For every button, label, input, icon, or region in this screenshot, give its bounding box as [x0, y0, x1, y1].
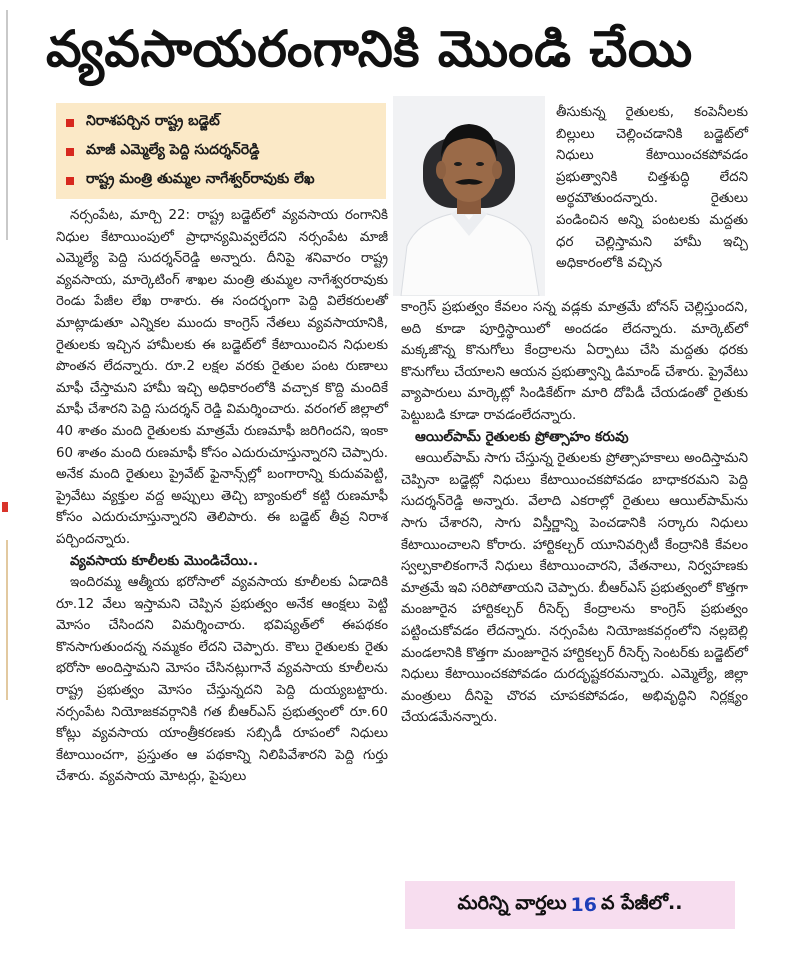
continued-text: మరిన్ని వార్తలు [457, 891, 567, 914]
highlight-item [66, 108, 376, 137]
highlight-text: నిరాశపర్చిన రాష్ట్ర బడ్జెట్ [86, 113, 220, 129]
square-bullet-icon [66, 177, 74, 185]
continued-text-suffix: వ పేజీలో.. [600, 891, 683, 914]
page-edge-mark [2, 502, 8, 512]
article-subheading: వ్యవసాయ కూలీలకు మొండిచేయి.. [70, 552, 259, 569]
highlights-box [56, 103, 386, 199]
continued-on-page-box [405, 881, 735, 929]
article-paragraph: ఆయిల్‌పామ్ సాగు చేస్తున్న రైతులకు ప్రోత్సాహకాలు అందిస్తామని చెప్పినా బడ్జెట్లో నిధులు కేటాయించకపోవడం బాధాకరమని పెద్ది సుదర్శన్‌రెడ్డి అన్నారు. వేలాది ఎకరాల్లో రైతులు ఆయిల్‌పామ్‌ను సాగు చేశారని, సాగు విస్తీర్ణాన్ని పెంచడానికి సర్కారు నిధులు కేటాయించాలని కోరారు. హార్టికల్చర్ యూనివర్సిటీ కేంద్రానికి కేవలం స్వల్పకాలికంగానే నిధులు కేటాయించారని, వేతనాలు, నిర్వహణకు మాత్రమే ఇవి సరిపోతాయని చెప్పారు. బీఆర్‌ఎస్ ప్రభుత్వంలో కొత్తగా మంజూరైన హార్టికల్చర్ రీసెర్చ్ కేంద్రాలను కాంగ్రెస్ ప్రభుత్వం పట్టించుకోవడం లేదన్నారు. నర్సంపేట నియోజకవర్గంలోని నల్లబెల్లి మండలానికి కొత్తగా మంజూరైన హార్టికల్చర్ రీసెర్చ్ సెంటర్‌కు బడ్జెట్‌లో నిధులు కేటాయించకపోవడం దురదృష్టకరమన్నారు. ఎమ్మెల్యే, జిల్లా మంత్రులు దీనిపై చొరవ చూపకపోవడం, అభివృద్ధిని నిర్లక్ష్యం చేయడమేనన్నారు. [401, 451, 748, 726]
highlight-text: మాజీ ఎమ్మెల్యే పెద్ది సుదర్శన్‌రెడ్డి [86, 142, 260, 158]
article-column-right-bottom [401, 297, 748, 729]
continued-page-number: 16 [570, 894, 597, 916]
article-paragraph: నర్సంపేట, మార్చి 22: రాష్ట్ర బడ్జెట్‌లో వ్యవసాయ రంగానికి నిధుల కేటాయింపులో ప్రాధాన్యమివ్వలేదని నర్సంపేట మాజీ ఎమ్మెల్యే పెద్ది సుదర్శన్‌రెడ్డి అన్నారు. దీనిపై శనివారం రాష్ట్ర వ్యవసాయ, మార్కెటింగ్ శాఖల మంత్రి తుమ్మల నాగేశ్వరరావుకు రెండు పేజీల లేఖ రాశారు. ఈ సందర్భంగా పెద్ది విలేకరులతో మాట్లాడుతూ ఎన్నికల ముందు కాంగ్రెస్ నేతలు వ్యవసాయానికి, రైతులకు ఇచ్చిన హామీలకు ఈ బడ్జెట్‌లో కేటాయించిన నిధులకు పొంతన లేదన్నారు. రూ.2 లక్షల వరకు రైతుల పంట రుణాలు మాఫీ చేస్తామని హామీ ఇచ్చి అధికారంలోకి వచ్చాక కొద్ది మందికే మాఫీ చేశారని పెద్ది సుదర్శన్ రెడ్డి విమర్శించారు. వరంగల్ జిల్లాలో 40 శాతం మంది రైతులకు మాత్రమే రుణమాఫీ జరిగిందని, ఇంకా 60 శాతం మంది రుణమాఫీ కోసం ఎదురుచూస్తున్నారని చెప్పారు. అనేక మంది రైతులు ప్రైవేట్ ఫైనాన్స్‌ల్లో బంగారాన్ని కుదువపెట్టి, ప్రైవేటు వ్యక్తుల వద్ద అప్పులు తెచ్చి బ్యాంకులో కట్టి రుణమాఫీ కోసం ఎదురుచూస్తున్నారని తెలిపారు. ఈ బడ్జెట్ తీవ్ర నిరాశ పర్చిందన్నారు. [56, 208, 388, 547]
article-paragraph: తీసుకున్న రైతులకు, కంపెనీలకు బిల్లులు చెల్లించడానికి బడ్జెట్‌లో నిధులు కేటాయించకపోవడం ప్రభుత్వానికి చిత్తశుద్ధి లేదని అర్థమౌతుందన్నారు. రైతులు పండించిన అన్ని పంటలకు మద్దతు ధర చెల్లిస్తామని హామీ ఇచ్చి అధికారంలోకి వచ్చిన [556, 105, 748, 272]
article-subheading: ఆయిల్‌పామ్ రైతులకు ప్రోత్సాహం కరువు [415, 428, 629, 445]
page-edge-bar [6, 540, 8, 700]
article-column-left [56, 205, 388, 788]
square-bullet-icon [66, 148, 74, 156]
article-column-right-top [556, 102, 748, 275]
person-portrait-icon [393, 96, 545, 296]
square-bullet-icon [66, 119, 74, 127]
article-paragraph: కాంగ్రెస్ ప్రభుత్వం కేవలం సన్న వడ్లకు మాత్రమే బోనస్ చెల్లిస్తుందని, అది కూడా పూర్తిస్థాయిలో అందడం లేదన్నారు. మార్కెట్‌లో మక్కజొన్న కొనుగోలు కేంద్రాలను ఏర్పాటు చేసి మద్దతు ధరకు కొనుగోలు చేయాలని ఆయన ప్రభుత్వాన్ని డిమాండ్ చేశారు. ప్రైవేటు వ్యాపారులు మార్కెట్లో సిండికేట్‌గా మారి దోపిడీ చేయడంతో రైతుకు పెట్టుబడి కూడా రావడంలేదన్నారు. [401, 300, 748, 423]
article-paragraph: ఇందిరమ్మ ఆత్మీయ భరోసాలో వ్యవసాయ కూలీలకు ఏడాదికి రూ.12 వేలు ఇస్తామని చెప్పిన ప్రభుత్వం అనేక ఆంక్షలు పెట్టి మోసం చేసిందని విమర్శించారు. భవిష్యత్‌లో ఈపథకం కొనసాగుతుందన్న నమ్మకం లేదని చెప్పారు. కౌలు రైతులకు రైతు భరోసా అందిస్తామని మోసం చేసినట్లుగానే వ్యవసాయ కూలీలను రాష్ట్ర ప్రభుత్వం మోసం చేస్తున్నదని పెద్ది దుయ్యబట్టారు. నర్సంపేట నియోజకవర్గానికి గత బీఆర్‌ఎస్ ప్రభుత్వంలో రూ.60 కోట్లు వ్యవసాయ యాంత్రీకరణకు సబ్సిడీ రూపంలో నిధులు కేటాయించగా, ప్రస్తుతం ఆ పథకాన్ని నిలిపివేశారని పెద్ది గుర్తు చేశారు. వ్యవసాయ మోటర్లు, పైపులు [56, 575, 388, 785]
highlight-item [66, 166, 376, 195]
highlight-item [66, 137, 376, 166]
highlight-text: రాష్ట్ర మంత్రి తుమ్మల నాగేశ్వర్‌రావుకు లేఖ [86, 171, 315, 187]
headline: వ్యవసాయరంగానికి మొండి చేయి [46, 20, 693, 78]
page-edge-divider [6, 10, 8, 240]
